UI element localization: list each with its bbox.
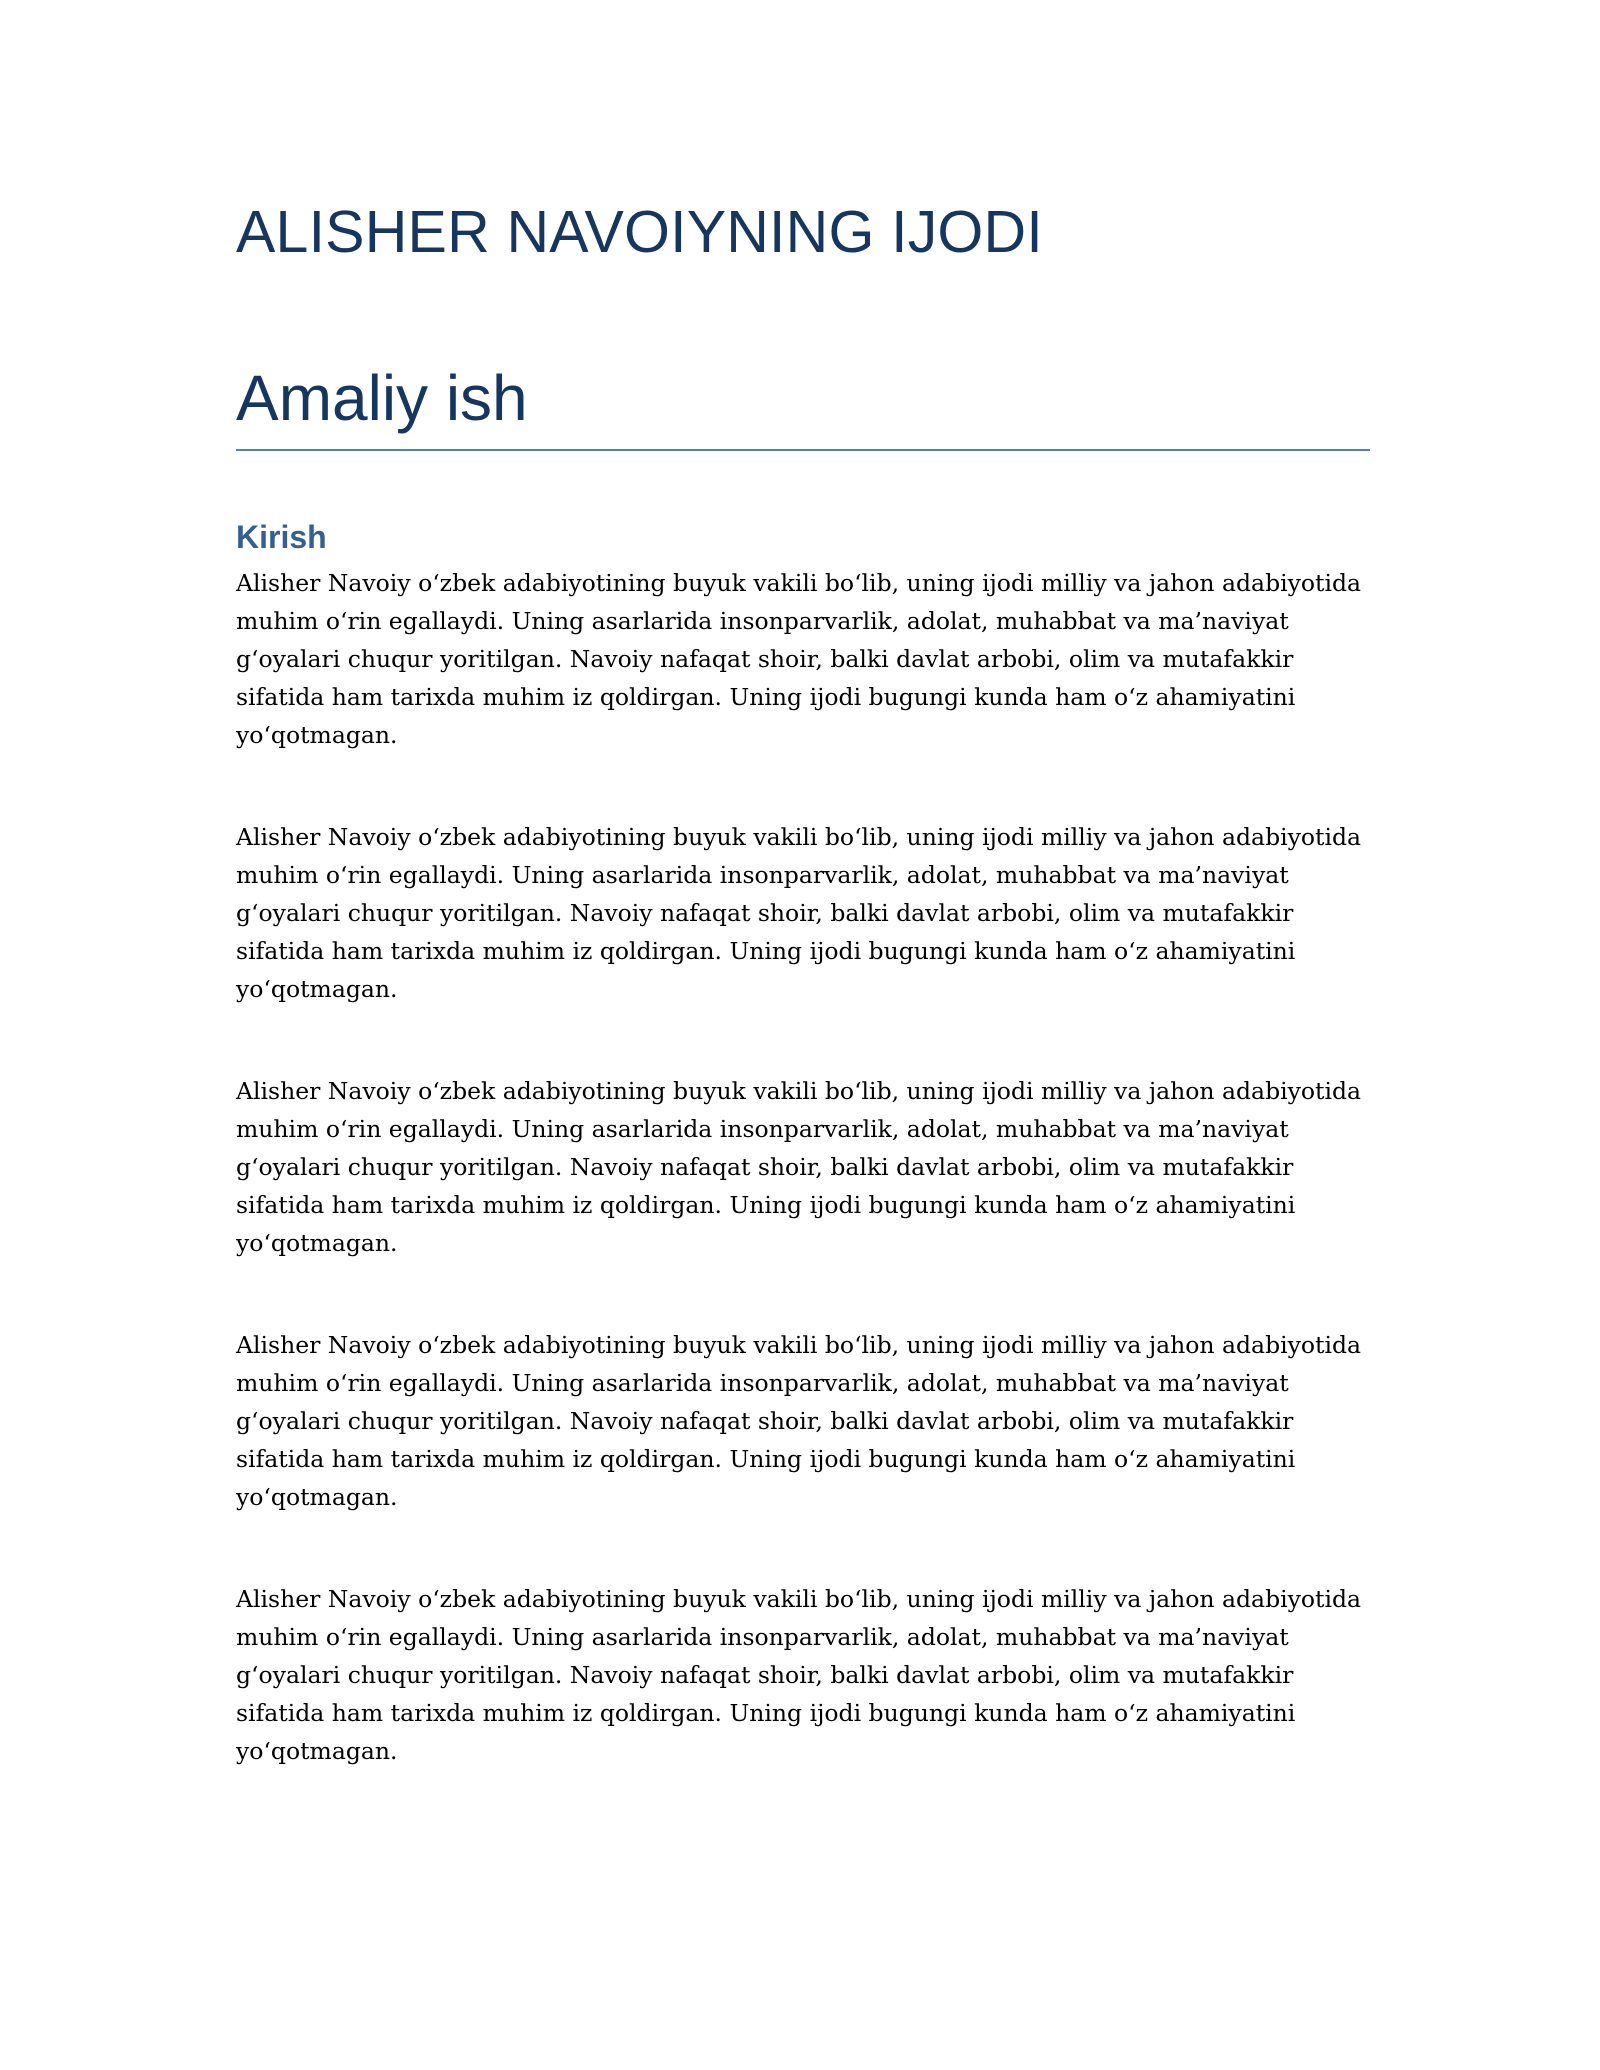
document-subtitle: Amaliy ish — [236, 362, 528, 434]
body-paragraph: Alisher Navoiy o‘zbek adabiyotining buyuk vakili bo‘lib, uning ijodi milliy va jahon adabiyotida muhim o‘rin egallaydi. Uning asarlarida insonparvarlik, adolat, muhabbat va ma’naviyat g‘oyalari chuqur yoritilgan. Navoiy nafaqat shoir, balki davlat arbobi, olim va mutafakkir sifatida ham tarixda muhim iz qoldirgan. Uning ijodi bugungi kunda ham o‘z ahamiyatini yo‘qotmagan. — [236, 823, 1362, 1003]
body-paragraph: Alisher Navoiy o‘zbek adabiyotining buyuk vakili bo‘lib, uning ijodi milliy va jahon adabiyotida muhim o‘rin egallaydi. Uning asarlarida insonparvarlik, adolat, muhabbat va ma’naviyat g‘oyalari chuqur yoritilgan. Navoiy nafaqat shoir, balki davlat arbobi, olim va mutafakkir sifatida ham tarixda muhim iz qoldirgan. Uning ijodi bugungi kunda ham o‘z ahamiyatini yo‘qotmagan. — [236, 1331, 1362, 1511]
title-underline-rule — [236, 449, 1370, 451]
body-paragraph: Alisher Navoiy o‘zbek adabiyotining buyuk vakili bo‘lib, uning ijodi milliy va jahon adabiyotida muhim o‘rin egallaydi. Uning asarlarida insonparvarlik, adolat, muhabbat va ma’naviyat g‘oyalari chuqur yoritilgan. Navoiy nafaqat shoir, balki davlat arbobi, olim va mutafakkir sifatida ham tarixda muhim iz qoldirgan. Uning ijodi bugungi kunda ham o‘z ahamiyatini yo‘qotmagan. — [236, 1585, 1362, 1765]
document-title: ALISHER NAVOIYNING IJODI — [236, 199, 1043, 265]
section-heading-kirish: Kirish — [236, 519, 327, 555]
body-paragraph: Alisher Navoiy o‘zbek adabiyotining buyuk vakili bo‘lib, uning ijodi milliy va jahon adabiyotida muhim o‘rin egallaydi. Uning asarlarida insonparvarlik, adolat, muhabbat va ma’naviyat g‘oyalari chuqur yoritilgan. Navoiy nafaqat shoir, balki davlat arbobi, olim va mutafakkir sifatida ham tarixda muhim iz qoldirgan. Uning ijodi bugungi kunda ham o‘z ahamiyatini yo‘qotmagan. — [236, 569, 1362, 749]
body-paragraph: Alisher Navoiy o‘zbek adabiyotining buyuk vakili bo‘lib, uning ijodi milliy va jahon adabiyotida muhim o‘rin egallaydi. Uning asarlarida insonparvarlik, adolat, muhabbat va ma’naviyat g‘oyalari chuqur yoritilgan. Navoiy nafaqat shoir, balki davlat arbobi, olim va mutafakkir sifatida ham tarixda muhim iz qoldirgan. Uning ijodi bugungi kunda ham o‘z ahamiyatini yo‘qotmagan. — [236, 1077, 1362, 1257]
